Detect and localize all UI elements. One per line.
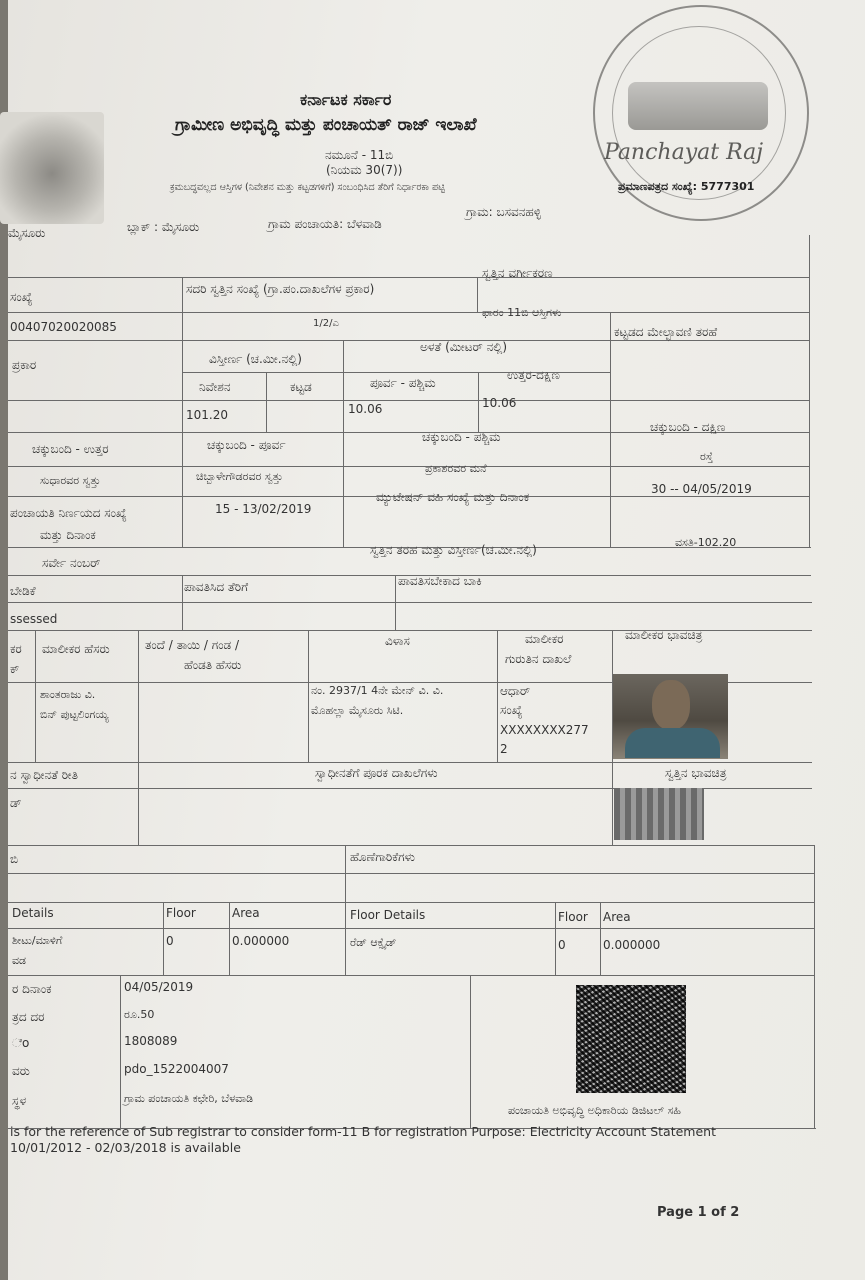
floor-header-left: Floor xyxy=(166,906,196,920)
issued-by-value: pdo_1522004007 xyxy=(124,1062,229,1076)
tax-due-label: ಪಾವತಿಸಬೇಕಾದ ಬಾಕಿ xyxy=(398,574,482,588)
possession-value: ಡ್ xyxy=(10,796,22,810)
place-value: ಗ್ರಾಮ ಪಂಚಾಯತಿ ಕಛೇರಿ, ಬೆಳವಾಡಿ xyxy=(124,1092,254,1105)
owner-address-2: ಮೊಹಲ್ಲಾ ಮೈಸೂರು ಸಿಟಿ. xyxy=(311,704,404,717)
north-south-label: ಉತ್ತರ-ದಕ್ಷಿಣ xyxy=(507,368,560,382)
issued-by-label: ವರು xyxy=(12,1064,30,1078)
floor-left-text: ಶೀಟು/ಮಾಳಿಗೆ xyxy=(12,934,63,947)
type-label: ಪ್ರಕಾರ xyxy=(12,358,37,372)
survey-label: ಸರ್ವೇ ನಂಬರ್ xyxy=(42,556,101,570)
area-left-value: 0.000000 xyxy=(232,934,290,948)
north-south-value: 10.06 xyxy=(482,396,517,410)
floor-left-text-2: ವಡ xyxy=(12,954,27,967)
north-boundary-label: ಚಕ್ಕುಬಂದಿ - ಉತ್ತರ xyxy=(32,442,109,456)
west-boundary: ಪ್ರಕಾಶರವರ ಮನೆ xyxy=(425,462,487,475)
registration-note: is for the reference of Sub registrar to consider form-11 B for registration Purpose: Electricity Account Statement xyxy=(10,1124,716,1139)
measure-label: ಅಳತೆ (ಮೀಟರ್ ನಲ್ಲಿ) xyxy=(420,340,508,354)
site-area-value: 101.20 xyxy=(186,408,228,422)
owner-parent-label: ತಂದೆ / ತಾಯಿ / ಗಂಡ / xyxy=(145,638,240,652)
owner-name: ಶಾಂತರಾಜು ವಿ. xyxy=(40,688,96,701)
possession-docs-label: ಸ್ವಾಧೀನತೆಗೆ ಪೂರಕ ದಾಖಲೆಗಳು xyxy=(315,766,438,780)
qr-code-icon xyxy=(576,985,686,1093)
classification-value: ಫಾರಂ 11ಬಿ ಆಸ್ತಿಗಳು xyxy=(482,306,562,319)
floor-details-right-header: Floor Details xyxy=(350,908,426,922)
floor-right-text: ರೆಡ್ ಆಕ್ಸೈಡ್ xyxy=(350,936,397,949)
fee-value: ರೂ.50 xyxy=(124,1008,155,1021)
form-description: ಕ್ರಮಬದ್ಧವಲ್ಲದ ಆಸ್ತಿಗಳ (ನಿವೇಶನ ಮತ್ತು ಕಟ್ಟಡಗಳಿಗೆ) ಸಂಬಂಧಿಸಿದ ತೆರಿಗೆ ನಿರ್ಧಾರಕಾ ಪಟ್ಟಿ xyxy=(170,182,445,193)
issue-date-label: ರ ದಿನಾಂಕ xyxy=(12,982,52,996)
north-boundary: ಸುಧಾರವರ ಸ್ವತ್ತು xyxy=(40,474,101,487)
area-header-left: Area xyxy=(232,906,260,920)
owner-id-type-2: ಸಂಖ್ಯೆ xyxy=(500,703,523,717)
classification-label: ಸ್ವತ್ತಿನ ವರ್ಗೀಕರಣ xyxy=(482,266,553,280)
area-label: ವಿಸ್ತೀರ್ಣ (ಚ.ಮೀ.ನಲ್ಲಿ) xyxy=(209,352,302,366)
place-label: ಸ್ಥಳ xyxy=(12,1094,27,1108)
floor-details-left-header: Details xyxy=(12,906,54,920)
sadari-label: ಸದರಿ ಸ್ವತ್ತಿನ ಸಂಖ್ಯೆ (ಗ್ರಾ.ಪಂ.ದಾಖಲೆಗಳ ಪ್ರಕಾರ) xyxy=(186,282,375,296)
owner-photo-body xyxy=(625,728,720,758)
property-photo-label: ಸ್ವತ್ತಿನ ಭಾವಚಿತ್ರ xyxy=(665,766,727,780)
possession-label: ನ ಸ್ವಾಧೀನತೆ ರೀತಿ xyxy=(10,768,78,782)
owner-no-label: ಕರ xyxy=(10,642,22,656)
resolution-label-2: ಮತ್ತು ದಿನಾಂಕ xyxy=(40,528,96,542)
area-header-right: Area xyxy=(603,910,631,924)
type-area-label: ಸ್ವತ್ತಿನ ತರಹ ಮತ್ತು ವಿಸ್ತೀರ್ಣ(ಚ.ಮೀ.ನಲ್ಲಿ) xyxy=(370,543,537,557)
block: ಬ್ಲಾಕ್ : ಮೈಸೂರು xyxy=(127,220,200,234)
owner-photo-label: ಮಾಲೀಕರ ಭಾವಚಿತ್ರ xyxy=(625,628,703,642)
roof-label: ಕಟ್ಟಡದ ಮೇಲ್ಛಾವಣಿ ತರಹೆ xyxy=(614,325,718,339)
owner-id-label: ಮಾಲೀಕರ xyxy=(525,632,564,646)
form-rule: (ನಿಯಮ 30(7)) xyxy=(326,163,403,177)
tax-label: ಬೇಡಿಕೆ xyxy=(10,584,36,598)
resolution-value: 15 - 13/02/2019 xyxy=(215,502,312,516)
property-id: 00407020020085 xyxy=(10,320,117,334)
district: ಮೈಸೂರು xyxy=(8,226,46,240)
mutation-value: 30 -- 04/05/2019 xyxy=(651,482,752,496)
owner-name-label: ಮಾಲೀಕರ ಹೆಸರು xyxy=(42,642,110,656)
floor-header-right: Floor xyxy=(558,910,588,924)
liability-left-label: ಬಿ xyxy=(10,852,19,866)
number-value: 1808089 xyxy=(124,1034,178,1048)
digital-signature-label: ಪಂಚಾಯತಿ ಅಭಿವೃದ್ಧಿ ಅಧಿಕಾರಿಯ ಡಿಜಿಟಲ್ ಸಹಿ xyxy=(508,1104,681,1117)
east-boundary-label: ಚಕ್ಕುಬಂದಿ - ಪೂರ್ವ xyxy=(207,438,286,452)
property-photo xyxy=(614,788,704,840)
owner-id-label-2: ಗುರುತಿನ ದಾಖಲೆ xyxy=(505,652,572,666)
floor-left-value: 0 xyxy=(166,934,174,948)
building-label: ಕಟ್ಟಡ xyxy=(290,380,312,394)
south-boundary-label: ಚಕ್ಕುಬಂದಿ - ದಕ್ಷಿಣ xyxy=(650,420,726,434)
owner-address-label: ವಿಳಾಸ xyxy=(385,634,410,648)
west-boundary-label: ಚಕ್ಕುಬಂದಿ - ಪಶ್ಚಿಮ xyxy=(422,430,501,444)
seal-text: Panchayat Raj xyxy=(604,140,764,165)
state-emblem-icon xyxy=(0,112,104,224)
gram-panchayat: ಗ್ರಾಮ ಪಂಚಾಯತಿ: ಬೆಳವಾಡಿ xyxy=(268,217,382,231)
owner-name-2: ಬಿನ್ ಪುಟ್ಟಲಿಂಗಯ್ಯ xyxy=(40,708,109,721)
liabilities-label: ಹೊಣೆಗಾರಿಕೆಗಳು xyxy=(350,850,415,864)
page-number: Page 1 of 2 xyxy=(657,1205,740,1220)
owner-parent-label-2: ಹೆಂಡತಿ ಹೆಸರು xyxy=(184,658,242,672)
resolution-label: ಪಂಚಾಯತಿ ನಿರ್ಣಯದ ಸಂಖ್ಯೆ xyxy=(10,506,127,520)
south-boundary: ರಸ್ತೆ xyxy=(700,450,714,463)
owner-id-number: XXXXXXXX277 xyxy=(500,723,589,737)
floor-right-value: 0 xyxy=(558,938,566,952)
govt-title: ಕರ್ನಾಟಕ ಸರ್ಕಾರ xyxy=(300,90,392,109)
property-no-label: ಸಂಖ್ಯೆ xyxy=(10,290,33,304)
number-label: ೆo xyxy=(12,1036,30,1050)
area-right-value: 0.000000 xyxy=(603,938,661,952)
east-boundary: ಚಿಬ್ಬಾಳೇಗೌಡರವರ ಸ್ವತ್ತು xyxy=(196,470,283,483)
site-label: ನಿವೇಶನ xyxy=(199,380,231,394)
fee-label: ತ್ರದ ದರ xyxy=(12,1010,45,1024)
type-area-value: ವಸತಿ-102.20 xyxy=(675,536,737,549)
issue-date: 04/05/2019 xyxy=(124,980,194,994)
owner-id-number-2: 2 xyxy=(500,742,508,756)
east-west-label: ಪೂರ್ವ - ಪಶ್ಚಿಮ xyxy=(370,376,436,390)
seal-artwork xyxy=(628,82,768,130)
east-west-value: 10.06 xyxy=(348,402,383,416)
owner-address: ನಂ. 2937/1 4ನೇ ಮೇನ್ ವಿ. ವಿ. xyxy=(311,684,444,697)
certificate-number: ಪ್ರಮಾಣಪತ್ರದ ಸಂಖ್ಯೆ: 5777301 xyxy=(618,180,755,193)
dept-title: ಗ್ರಾಮೀಣ ಅಭಿವೃದ್ಧಿ ಮತ್ತು ಪಂಚಾಯತ್ ರಾಜ್ ಇಲಾಖೆ xyxy=(175,115,477,135)
sadari-value: 1/2/ಎ xyxy=(313,318,339,329)
owner-id-type: ಆಧಾರ್ xyxy=(500,684,531,698)
village: ಗ್ರಾಮ: ಬಸವನಹಳ್ಳಿ xyxy=(466,205,542,219)
form-name: ನಮೂನೆ - 11ಬಿ xyxy=(325,148,394,162)
statement-period-note: 10/01/2012 - 02/03/2018 is available xyxy=(10,1140,241,1155)
owner-no-label-2: ಕ್ xyxy=(10,662,20,676)
owner-photo-face xyxy=(652,680,690,730)
mutation-label: ಮ್ಯುಟೇಷನ್ ವಹಿ ಸಂಖ್ಯೆ ಮತ್ತು ದಿನಾಂಕ xyxy=(376,490,530,504)
assessed-text: ssessed xyxy=(10,612,58,626)
tax-paid-label: ಪಾವತಿಸಿದ ತೆರಿಗೆ xyxy=(184,580,249,594)
